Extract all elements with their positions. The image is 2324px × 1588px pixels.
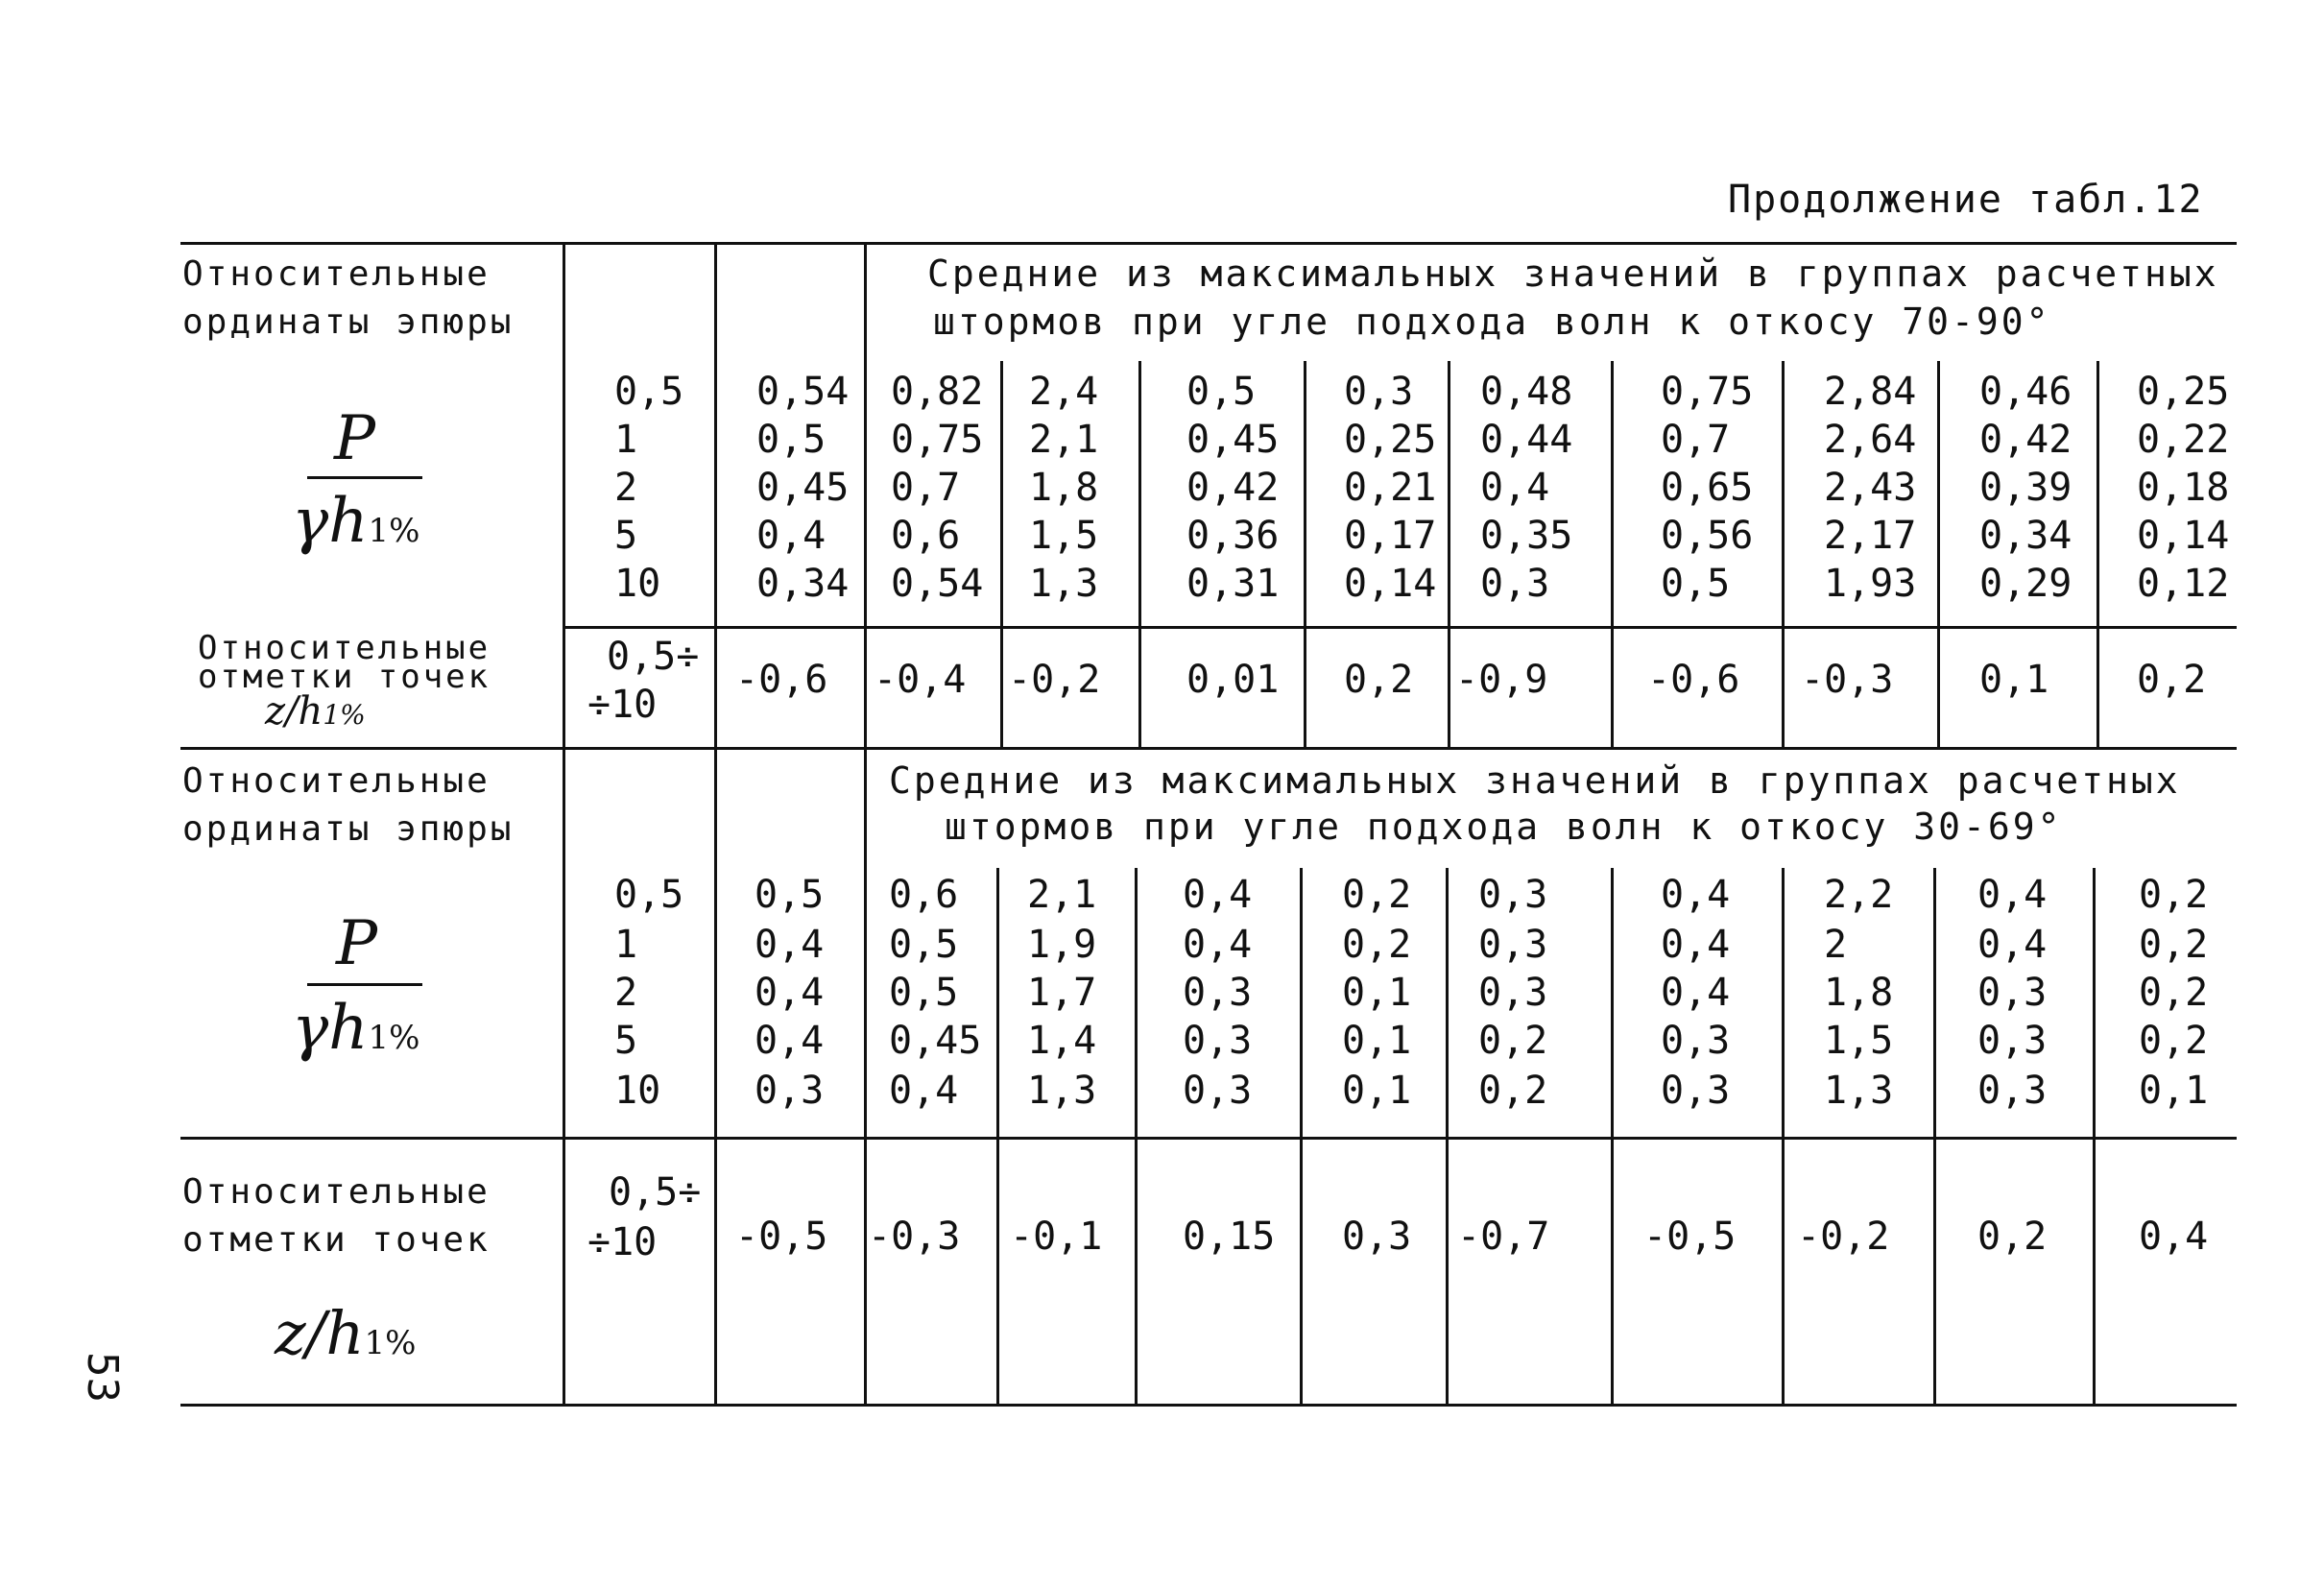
s1-value-cell: 0,12 bbox=[2137, 562, 2230, 606]
s1-marks-range-line2: ÷10 bbox=[587, 683, 658, 727]
s2-value-cell: 0,4 bbox=[889, 1069, 959, 1113]
rule-s1-marks-top bbox=[563, 626, 2237, 629]
s2-value-cell: 0,2 bbox=[2139, 873, 2209, 917]
s1-mark-value-cell: -0,9 bbox=[1455, 658, 1548, 702]
s1-value-cell: 1,8 bbox=[1029, 466, 1099, 510]
s2-value-cell: 0,1 bbox=[1342, 1019, 1412, 1063]
s1-value-cell: 0,65 bbox=[1661, 466, 1754, 510]
s2-value-cell: 1,4 bbox=[1027, 1019, 1097, 1063]
s2-formula-bar bbox=[307, 983, 422, 986]
s2-value-cell: 0,4 bbox=[1661, 971, 1731, 1015]
s1-formula-bar bbox=[307, 476, 422, 479]
s1-formula-subscript: 1% bbox=[368, 512, 420, 550]
s1-col-line-10 bbox=[1937, 361, 1940, 747]
s2-marks-range-line2: ÷10 bbox=[587, 1220, 658, 1264]
s2-row-label-marks-line1: Относительные bbox=[182, 1172, 491, 1212]
s1-value-cell: 0,44 bbox=[1480, 418, 1573, 462]
s1-row-label-marks-line2: отметки точек bbox=[198, 658, 491, 696]
s2-col-line-10 bbox=[1933, 868, 1936, 1406]
s1-pressure-formula bbox=[288, 394, 442, 586]
s2-value-cell: 0,3 bbox=[1661, 1019, 1731, 1063]
col-line-3 bbox=[864, 242, 867, 1406]
rule-s2-marks-top bbox=[180, 1137, 2237, 1140]
s2-formula-numerator: P bbox=[336, 908, 378, 979]
s2-value-cell: 0,5 bbox=[889, 971, 959, 1015]
s1-value-cell: 0,36 bbox=[1186, 514, 1280, 558]
s2-value-cell: 0,4 bbox=[1183, 923, 1253, 967]
s1-value-cell: 1,5 bbox=[1029, 514, 1099, 558]
s2-col-line-7 bbox=[1446, 868, 1449, 1406]
s1-col-line-7 bbox=[1448, 361, 1450, 747]
s2-value-cell: 0,4 bbox=[1661, 923, 1731, 967]
s2-value-cell: 0,1 bbox=[1342, 1069, 1412, 1113]
s2-value-cell: 0,45 bbox=[889, 1019, 982, 1063]
s1-value-cell: 0,75 bbox=[891, 418, 984, 462]
s2-value-cell: 0,3 bbox=[1478, 971, 1548, 1015]
s1-value-cell: 0,21 bbox=[1344, 466, 1437, 510]
s1-value-cell: 0,82 bbox=[891, 370, 984, 414]
s1-value-cell: 0,14 bbox=[1344, 562, 1437, 606]
s1-value-cell: 0,45 bbox=[1186, 418, 1280, 462]
s1-value-cell: 0,46 bbox=[1979, 370, 2072, 414]
s1-value-cell: 0,4 bbox=[756, 514, 827, 558]
s1-mark-value-cell: 0,1 bbox=[1979, 658, 2049, 702]
s2-mark-value-cell: 0,2 bbox=[1977, 1215, 2048, 1259]
s2-value-cell: 0,5 bbox=[614, 873, 684, 917]
s1-value-cell: 2,43 bbox=[1824, 466, 1917, 510]
s1-mark-value-cell: 0,2 bbox=[1344, 658, 1414, 702]
s2-col-line-8 bbox=[1611, 868, 1614, 1406]
s1-mark-value-cell: 0,2 bbox=[2137, 658, 2207, 702]
s1-marks-range-line1: 0,5÷ bbox=[607, 635, 700, 679]
s1-col-line-6 bbox=[1304, 361, 1306, 747]
s2-col-line-6 bbox=[1300, 868, 1303, 1406]
s1-value-cell: 0,48 bbox=[1480, 370, 1573, 414]
s1-mark-value-cell: -0,6 bbox=[1647, 658, 1740, 702]
s2-value-cell: 0,4 bbox=[755, 923, 825, 967]
s2-z-label: z/h1% bbox=[275, 1298, 417, 1368]
s1-row-label-ordinates-line1: Относительные bbox=[182, 254, 491, 294]
page-number: 53 bbox=[78, 1352, 127, 1403]
s2-row-label-ordinates-line1: Относительные bbox=[182, 761, 491, 801]
s2-value-cell: 0,3 bbox=[1977, 971, 2048, 1015]
s2-value-cell: 0,3 bbox=[1977, 1069, 2048, 1113]
s2-value-cell: 1,8 bbox=[1824, 971, 1894, 1015]
s1-value-cell: 0,54 bbox=[891, 562, 984, 606]
s1-col-line-11 bbox=[2096, 361, 2099, 747]
s2-value-cell: 0,2 bbox=[1342, 923, 1412, 967]
s2-value-cell: 1,3 bbox=[1824, 1069, 1894, 1113]
s2-mark-value-cell: -0,2 bbox=[1797, 1215, 1890, 1259]
s1-value-cell: 2,4 bbox=[1029, 370, 1099, 414]
s2-col-line-11 bbox=[2093, 868, 2096, 1406]
s1-mark-value-cell: -0,2 bbox=[1008, 658, 1101, 702]
s2-header-line2: штормов при угле подхода волн к откосу 30-69° bbox=[945, 806, 2063, 848]
s1-value-cell: 2,17 bbox=[1824, 514, 1917, 558]
s1-value-cell: 0,5 bbox=[1661, 562, 1731, 606]
s1-value-cell: 0,14 bbox=[2137, 514, 2230, 558]
s1-value-cell: 0,17 bbox=[1344, 514, 1437, 558]
s1-value-cell: 10 bbox=[614, 562, 661, 606]
s2-formula-subscript: 1% bbox=[368, 1019, 420, 1057]
s2-pressure-formula bbox=[288, 899, 442, 1091]
s2-value-cell: 2 bbox=[1824, 923, 1848, 967]
s1-z-label: z/h1% bbox=[265, 689, 366, 734]
s1-value-cell: 5 bbox=[614, 514, 638, 558]
s1-value-cell: 0,56 bbox=[1661, 514, 1754, 558]
s1-value-cell: 0,42 bbox=[1186, 466, 1280, 510]
s2-value-cell: 2 bbox=[614, 971, 638, 1015]
table-caption: Продолжение табл.12 bbox=[1728, 178, 2204, 222]
s1-col-line-9 bbox=[1782, 361, 1785, 747]
s1-value-cell: 0,39 bbox=[1979, 466, 2072, 510]
s1-value-cell: 0,5 bbox=[1186, 370, 1257, 414]
s1-value-cell: 0,29 bbox=[1979, 562, 2072, 606]
s1-value-cell: 0,45 bbox=[756, 466, 850, 510]
rule-bottom bbox=[180, 1404, 2237, 1407]
s2-value-cell: 1 bbox=[614, 923, 638, 967]
s2-value-cell: 0,3 bbox=[1478, 923, 1548, 967]
s1-formula-numerator: P bbox=[334, 403, 376, 474]
s1-value-cell: 1 bbox=[614, 418, 638, 462]
s1-value-cell: 0,54 bbox=[756, 370, 850, 414]
s1-value-cell: 0,5 bbox=[614, 370, 684, 414]
s1-value-cell: 0,3 bbox=[1344, 370, 1414, 414]
s2-value-cell: 10 bbox=[614, 1069, 661, 1113]
s1-col-line-8 bbox=[1611, 361, 1614, 747]
s2-mark-value-cell: 0,4 bbox=[2139, 1215, 2209, 1259]
s2-mark-value-cell: -0,3 bbox=[868, 1215, 961, 1259]
s2-value-cell: 0,1 bbox=[1342, 971, 1412, 1015]
s1-value-cell: 0,5 bbox=[756, 418, 827, 462]
s1-header-line2: штормов при угле подхода волн к откосу 70-90° bbox=[933, 301, 2051, 343]
s2-marks-range-line1: 0,5÷ bbox=[609, 1170, 702, 1215]
s2-value-cell: 1,3 bbox=[1027, 1069, 1097, 1113]
s2-mark-value-cell: -0,5 bbox=[1643, 1215, 1737, 1259]
s1-value-cell: 0,42 bbox=[1979, 418, 2072, 462]
s2-mark-value-cell: 0,15 bbox=[1183, 1215, 1276, 1259]
s2-value-cell: 0,3 bbox=[1478, 873, 1548, 917]
s2-value-cell: 2,2 bbox=[1824, 873, 1894, 917]
s2-mark-value-cell: 0,3 bbox=[1342, 1215, 1412, 1259]
s2-value-cell: 0,3 bbox=[1977, 1019, 2048, 1063]
s1-value-cell: 0,4 bbox=[1480, 466, 1550, 510]
s1-mark-value-cell: -0,4 bbox=[874, 658, 967, 702]
s2-value-cell: 0,3 bbox=[1183, 1019, 1253, 1063]
s1-value-cell: 0,35 bbox=[1480, 514, 1573, 558]
s2-value-cell: 0,4 bbox=[755, 971, 825, 1015]
s1-value-cell: 0,25 bbox=[2137, 370, 2230, 414]
s1-value-cell: 2,64 bbox=[1824, 418, 1917, 462]
s2-value-cell: 0,5 bbox=[755, 873, 825, 917]
s1-row-label-marks-line1: Относительные bbox=[198, 629, 491, 667]
s1-value-cell: 0,6 bbox=[891, 514, 961, 558]
s2-value-cell: 0,4 bbox=[1183, 873, 1253, 917]
s1-value-cell: 0,18 bbox=[2137, 466, 2230, 510]
s1-value-cell: 0,22 bbox=[2137, 418, 2230, 462]
s2-value-cell: 0,4 bbox=[1977, 923, 2048, 967]
s2-value-cell: 0,6 bbox=[889, 873, 959, 917]
s1-value-cell: 0,3 bbox=[1480, 562, 1550, 606]
s1-value-cell: 1,3 bbox=[1029, 562, 1099, 606]
s1-value-cell: 0,34 bbox=[1979, 514, 2072, 558]
s1-value-cell: 0,75 bbox=[1661, 370, 1754, 414]
s2-col-line-5 bbox=[1135, 868, 1138, 1406]
s1-value-cell: 0,25 bbox=[1344, 418, 1437, 462]
s1-mark-value-cell: 0,01 bbox=[1186, 658, 1280, 702]
s1-mark-value-cell: -0,6 bbox=[735, 658, 828, 702]
s2-col-line-9 bbox=[1782, 868, 1785, 1406]
s1-col-line-4 bbox=[1000, 361, 1003, 747]
col-line-1 bbox=[563, 242, 565, 1406]
s1-header-line1: Средние из максимальных значений в группах расчетных bbox=[927, 253, 2219, 295]
s2-value-cell: 0,2 bbox=[1342, 873, 1412, 917]
s2-value-cell: 0,1 bbox=[2139, 1069, 2209, 1113]
s2-value-cell: 0,2 bbox=[2139, 971, 2209, 1015]
s1-value-cell: 1,93 bbox=[1824, 562, 1917, 606]
s2-value-cell: 0,2 bbox=[1478, 1019, 1548, 1063]
s2-value-cell: 1,9 bbox=[1027, 923, 1097, 967]
s1-value-cell: 2 bbox=[614, 466, 638, 510]
s2-value-cell: 0,2 bbox=[1478, 1069, 1548, 1113]
s1-col-line-5 bbox=[1138, 361, 1141, 747]
s1-formula-denominator: γh1% bbox=[292, 486, 420, 557]
s2-mark-value-cell: -0,5 bbox=[735, 1215, 828, 1259]
s2-value-cell: 0,3 bbox=[1183, 971, 1253, 1015]
s1-value-cell: 0,7 bbox=[891, 466, 961, 510]
s1-mark-value-cell: -0,3 bbox=[1801, 658, 1894, 702]
rule-top bbox=[180, 242, 2237, 245]
s2-value-cell: 0,5 bbox=[889, 923, 959, 967]
s2-formula-denominator: γh1% bbox=[292, 993, 420, 1064]
s1-value-cell: 2,84 bbox=[1824, 370, 1917, 414]
s2-value-cell: 0,2 bbox=[2139, 923, 2209, 967]
s2-mark-value-cell: -0,1 bbox=[1010, 1215, 1103, 1259]
s2-value-cell: 0,4 bbox=[1661, 873, 1731, 917]
s2-row-label-ordinates-line2: ординаты эпюры bbox=[182, 809, 515, 849]
s2-value-cell: 2,1 bbox=[1027, 873, 1097, 917]
s1-row-label-ordinates-line2: ординаты эпюры bbox=[182, 302, 515, 342]
s1-value-cell: 2,1 bbox=[1029, 418, 1099, 462]
s1-value-cell: 0,31 bbox=[1186, 562, 1280, 606]
s2-mark-value-cell: -0,7 bbox=[1457, 1215, 1550, 1259]
s2-value-cell: 1,5 bbox=[1824, 1019, 1894, 1063]
s2-value-cell: 0,3 bbox=[755, 1069, 825, 1113]
s2-value-cell: 0,2 bbox=[2139, 1019, 2209, 1063]
col-line-2 bbox=[714, 242, 717, 1406]
s2-row-label-marks-line2: отметки точек bbox=[182, 1220, 491, 1260]
s2-value-cell: 1,7 bbox=[1027, 971, 1097, 1015]
s2-value-cell: 5 bbox=[614, 1019, 638, 1063]
s1-value-cell: 0,34 bbox=[756, 562, 850, 606]
s2-value-cell: 0,4 bbox=[1977, 873, 2048, 917]
s1-value-cell: 0,7 bbox=[1661, 418, 1731, 462]
s2-value-cell: 0,3 bbox=[1661, 1069, 1731, 1113]
s2-header-line1: Средние из максимальных значений в группах расчетных bbox=[889, 759, 2181, 802]
s2-value-cell: 0,3 bbox=[1183, 1069, 1253, 1113]
s2-col-line-4 bbox=[996, 868, 999, 1406]
s2-value-cell: 0,4 bbox=[755, 1019, 825, 1063]
rule-s1-bottom bbox=[180, 747, 2237, 750]
